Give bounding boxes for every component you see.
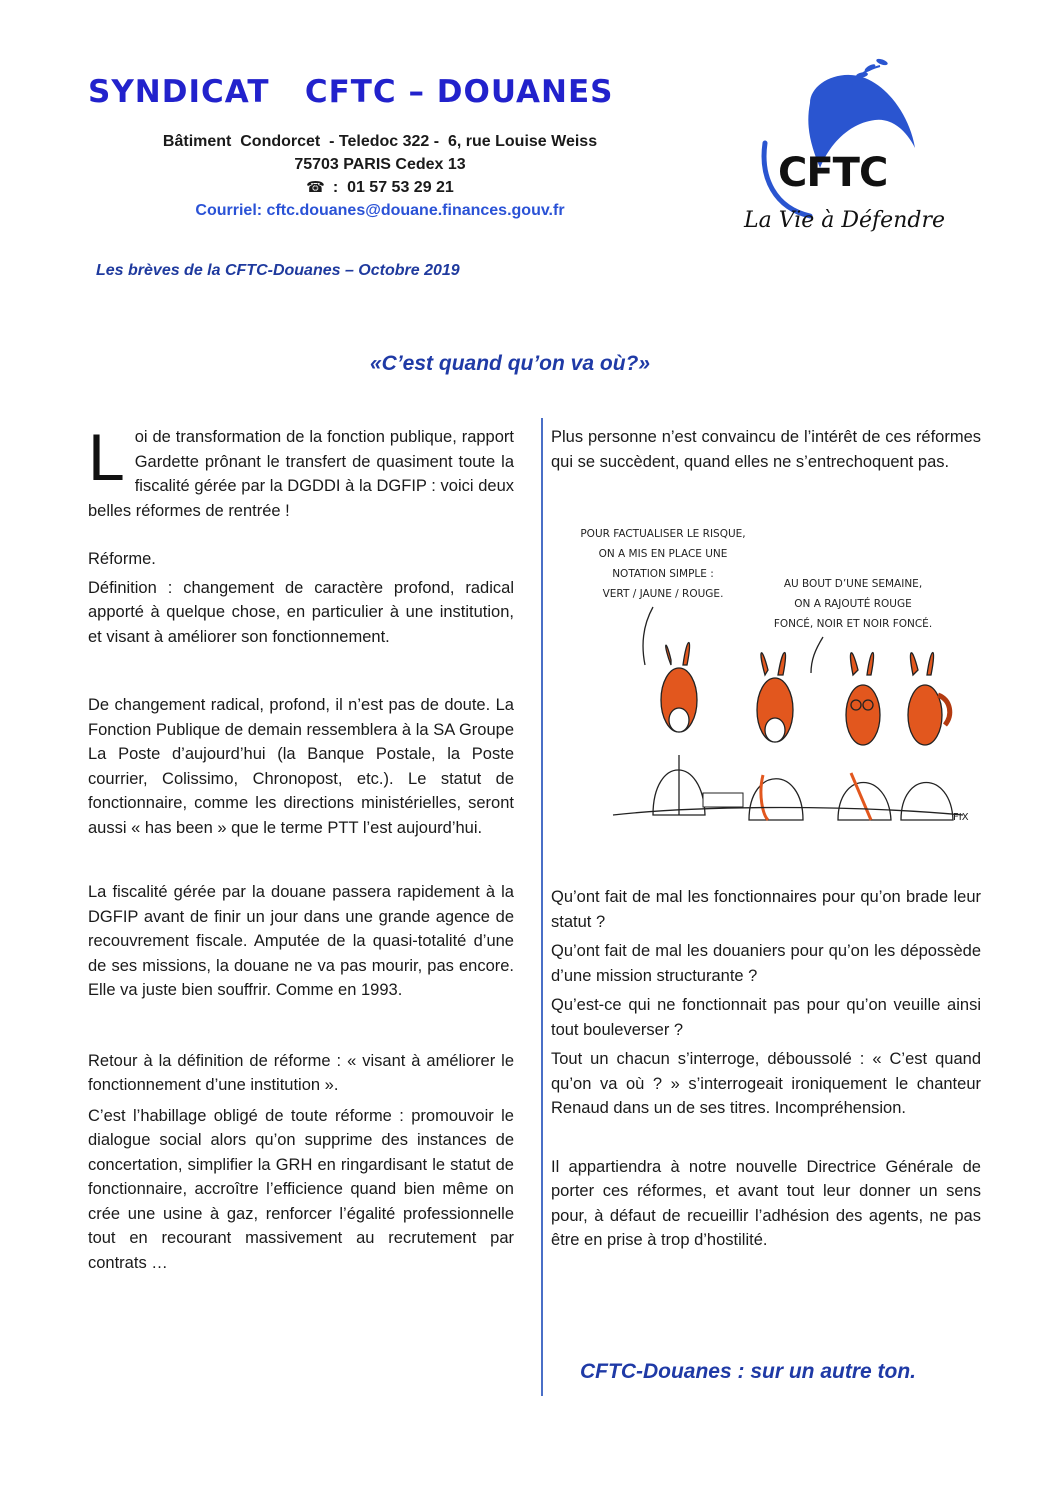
- bubble1-line1: POUR FACTUALISER LE RISQUE,: [580, 528, 746, 540]
- left-column: [88, 420, 514, 1299]
- address-line-2: 75703 PARIS Cedex 13: [294, 156, 466, 173]
- phone-icon: ☎: [306, 179, 325, 196]
- org-title: SYNDICAT CFTC – DOUANES: [88, 74, 614, 110]
- logo-tagline: La Vie à Défendre: [744, 208, 945, 233]
- directrice-paragraph: Il appartiendra à notre nouvelle Directrice Générale de porter ces réformes, et avant tout leur donner un sens pour, à défaut de recueillir l’adhésion des agents, ne pas être en prise à trop d’hostilité.: [551, 1157, 981, 1249]
- drop-cap: L: [88, 420, 125, 494]
- right-column-bottom: [551, 885, 981, 1277]
- address-line-1: Bâtiment Condorcet - Teledoc 322 - 6, rue Louise Weiss: [162, 133, 598, 150]
- convaincu-paragraph: Plus personne n’est convaincu de l’intérêt de ces réformes qui se succèdent, quand elles ne s’entrechoquent pas.: [551, 428, 981, 471]
- rabbit-3: [838, 653, 891, 821]
- phone-number: : 01 57 53 29 21: [332, 179, 454, 196]
- cartoon-signature: FIX: [953, 812, 969, 823]
- rabbit-2: [749, 653, 803, 821]
- rabbit-1: [653, 643, 705, 816]
- fiscalite-paragraph: La fiscalité gérée par la douane passera rapidement à la DGFIP avant de finir un jour dans une grande agence de recouvrement fiscale. Amputée de la quasi-totalité d’une de ses missions, la douane ne va pas mourir, pas encore. Elle va juste bien souffrir. Comme en 1993.: [88, 883, 514, 999]
- changement-paragraph: De changement radical, profond, il n’est pas de doute. La Fonction Publique de demain ressemblera à la SA Groupe La Poste d’aujourd’hui (la Banque Postale, la Poste courrier, Colissimo, Chronopost, etc.). Le statut de fonctionnaire, comme les directions ministérielles, seront aussi « has been » que le terme PTT l’est aujourd’hui.: [88, 696, 514, 837]
- right-column: [551, 425, 981, 498]
- bubble2-line1: AU BOUT D’UNE SEMAINE,: [783, 578, 923, 590]
- retour-paragraph: Retour à la définition de réforme : « visant à améliorer le fonctionnement d’une institution ».: [88, 1051, 514, 1094]
- cartoon-illustration: [553, 515, 983, 845]
- bubble2-tail: [811, 637, 823, 673]
- bubble1-line4: VERT / JAUNE / ROUGE.: [602, 588, 724, 600]
- article-headline: «C’est quand qu’on va où?»: [370, 352, 651, 375]
- column-divider: [541, 418, 543, 1396]
- bubble1-line3: NOTATION SIMPLE :: [612, 568, 714, 580]
- bubble2-line2: ON A RAJOUTÉ ROUGE: [794, 598, 912, 610]
- bubble1-tail: [643, 607, 653, 665]
- intro-text: oi de transformation de la fonction publique, rapport Gardette prônant le transfert de quasiment toute la fiscalité gérée par la DGDDI à la DGFIP : voici deux belles réformes de rentrée !: [88, 428, 514, 520]
- bubble1-line2: ON A MIS EN PLACE UNE: [598, 548, 728, 560]
- paper-sheet: [703, 793, 743, 807]
- definition-paragraph: Définition : changement de caractère profond, radical apporté à quelque chose, en particulier à une institution, et visant à améliorer son fonctionnement.: [88, 578, 514, 646]
- interroge-paragraph: Tout un chacun s’interroge, déboussolé : « C’est quand qu’on va où ? » s’interrogeait ironiquement le chanteur Renaud dans un de ses titres. Incompréhension.: [551, 1050, 981, 1117]
- question-3: Qu’est-ce qui ne fonctionnait pas pour qu’on veuille ainsi tout bouleverser ?: [551, 996, 981, 1039]
- signoff: CFTC-Douanes : sur un autre ton.: [580, 1360, 916, 1383]
- habillage-paragraph: C’est l’habillage obligé de toute réforme : promouvoir le dialogue social alors qu’on supprime des instances de concertation, simplifier la GRH en ringardisant le statut de fonctionnaire, accroître l’efficience quand bien même on crée une usine à gaz, renforcer l’égalité professionnelle tout en recourant massivement au recrutement par contrats …: [88, 1106, 514, 1272]
- intro-paragraph: [88, 420, 514, 523]
- email-line[interactable]: Courriel: cftc.douanes@douane.finances.gouv.fr: [195, 202, 565, 219]
- bubble2-line3: FONCÉ, NOIR ET NOIR FONCÉ.: [773, 618, 933, 630]
- question-2: Qu’ont fait de mal les douaniers pour qu’on les dépossède d’une mission structurante ?: [551, 942, 981, 985]
- logo-text: CFTC: [778, 150, 888, 196]
- question-1: Qu’ont fait de mal les fonctionnaires pour qu’on brade leur statut ?: [551, 888, 981, 931]
- phone-line: [100, 176, 660, 199]
- address-block: [100, 130, 660, 222]
- reforme-heading: Réforme.: [88, 550, 156, 568]
- breves-line: Les brèves de la CFTC-Douanes – Octobre 2019: [96, 262, 460, 279]
- rabbit-4: [901, 653, 953, 821]
